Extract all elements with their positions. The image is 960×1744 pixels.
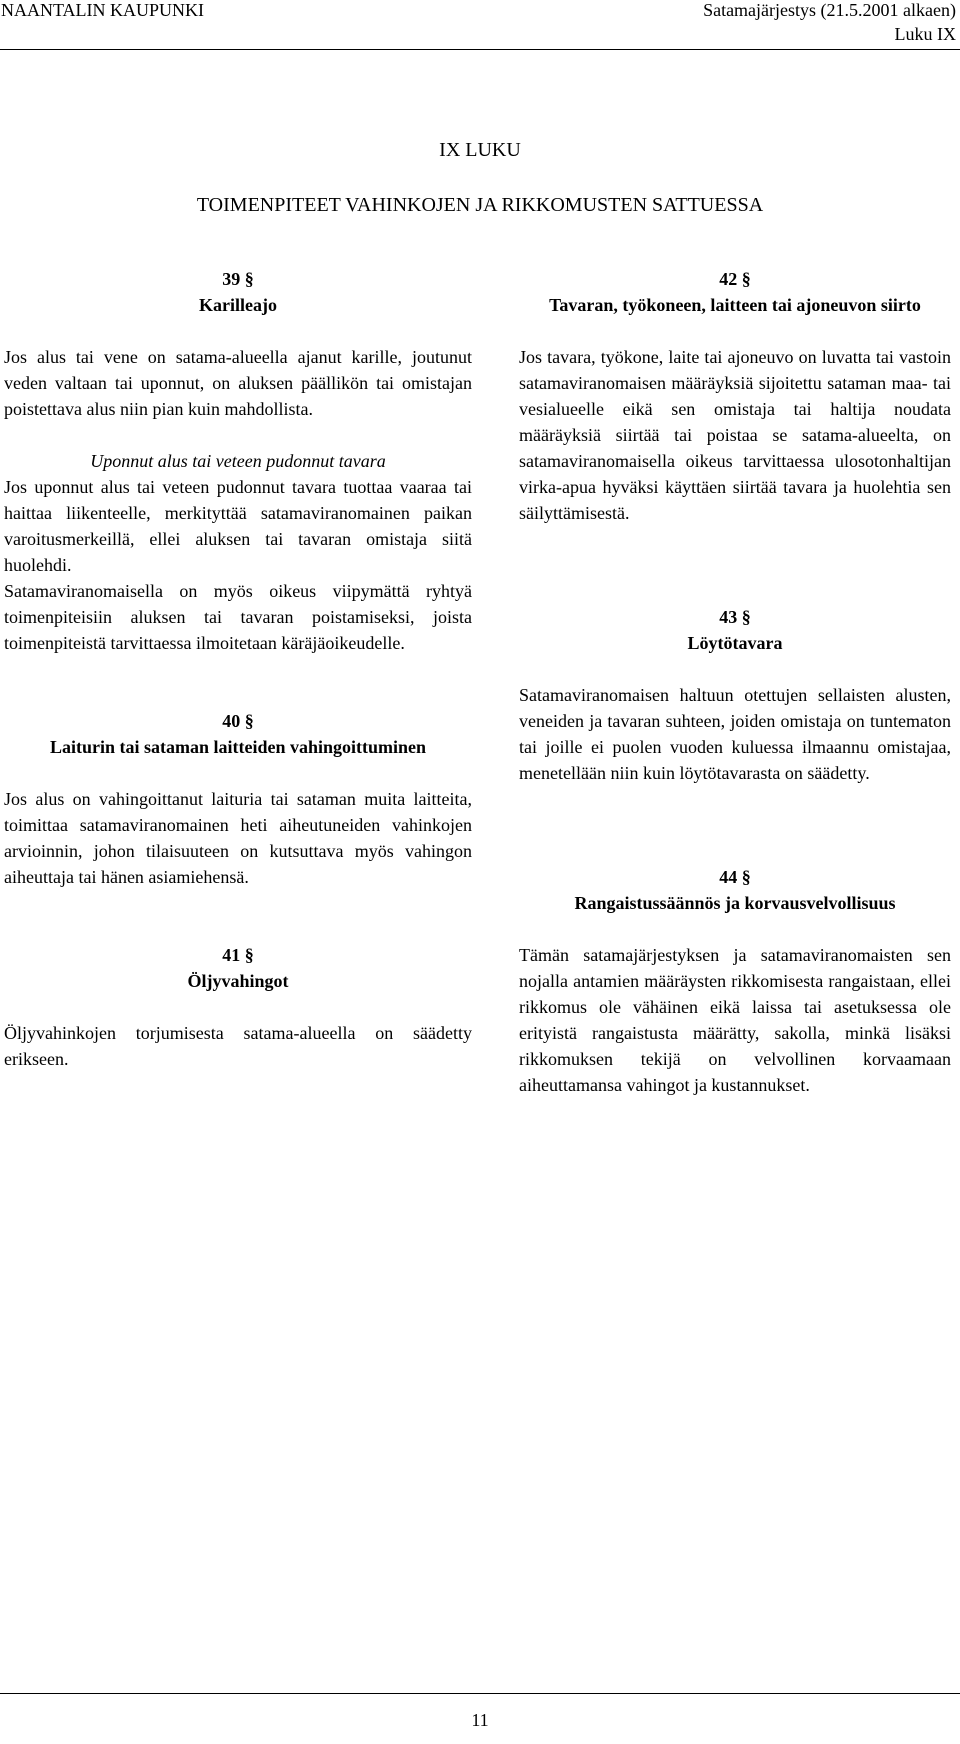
header-municipality: NAANTALIN KAUPUNKI: [1, 0, 205, 20]
section-number: 44 §: [719, 867, 751, 887]
section-44: [519, 864, 951, 1098]
section-paragraph: Jos tavara, työkone, laite tai ajoneuvo on luvatta tai vastoin satamaviranomaisen määräyksiä sijoitettu sataman maa- tai vesialueelle eikä sen omistaja tai haltija noudata määräyksiä siirtää tai poistaa se satama-alueelta, on satamaviranomaisella oikeus tarvittaessa ulosotonhaltijan virka-apua hyväksi käyttäen siirtää tavara ja huolehtia sen säilyttämisestä.: [519, 347, 951, 523]
section-paragraph: Satamaviranomaisella on myös oikeus viipymättä ryhtyä toimenpiteisiin aluksen tai tavaran poistamiseksi, joista toimenpiteistä tarvittaessa ilmoitetaan käräjäoikeudelle.: [4, 581, 472, 653]
section-number: 43 §: [719, 607, 751, 627]
section-43: [519, 604, 951, 786]
header-chapter-label: Luku IX: [894, 24, 956, 44]
section-number: 39 §: [222, 269, 254, 289]
section-title: Löytötavara: [687, 633, 783, 653]
section-paragraph: Satamaviranomaisen haltuun otettujen sellaisten alusten, veneiden ja tavaran suhteen, joiden omistaja on tuntematon tai joille ei puolen vuoden kuluessa ilmaannu omistajaa, menetellään niin kuin löytötavarasta on säädetty.: [519, 685, 951, 783]
footer-divider: [0, 1693, 960, 1694]
section-title: Rangaistussäännös ja korvausvelvollisuus: [574, 893, 896, 913]
section-42: [519, 266, 951, 526]
section-paragraph: Tämän satamajärjestyksen ja satamaviranomaisten sen nojalla antamien määräysten rikkomisesta rangaistaan, ellei rikkomus ole vähäinen eikä laissa tai asetuksessa ole erityistä rangaistusta määrätty, sakolla, minkä lisäksi rikkomuksen tekijä on velvollinen korvaamaan aiheuttamansa vahingot ja kustannukset.: [519, 945, 951, 1095]
section-paragraph: Jos alus on vahingoittanut laituria tai sataman muita laitteita, toimittaa satamaviranomainen heti aiheutuneiden vahinkojen arvioinnin, johon tilaisuuteen on kutsuttava myös vahingon aiheuttaja tai hänen asiamiehensä.: [4, 789, 472, 887]
header-divider: [0, 49, 960, 50]
header-document-title: Satamajärjestys (21.5.2001 alkaen): [703, 0, 956, 20]
section-41: [4, 942, 472, 1072]
section-40: [4, 708, 472, 890]
section-paragraph: Jos uponnut alus tai veteen pudonnut tavara tuottaa vaaraa tai haittaa liikenteelle, merkityttää satamaviranomainen paikan varoitusmerkeillä, ellei aluksen tai tavaran omistaja siitä huolehdi.: [4, 477, 472, 575]
section-39: [4, 266, 472, 656]
section-number: 40 §: [222, 711, 254, 731]
section-paragraph: Öljyvahinkojen torjumisesta satama-alueella on säädetty erikseen.: [4, 1023, 472, 1069]
section-title: Tavaran, työkoneen, laitteen tai ajoneuvon siirto: [549, 295, 921, 315]
left-column: [4, 266, 472, 1072]
section-number: 42 §: [719, 269, 751, 289]
right-column: [519, 266, 951, 1098]
chapter-number: IX LUKU: [439, 139, 521, 161]
section-paragraph: Jos alus tai vene on satama-alueella ajanut karille, joutunut veden valtaan tai uponnut, on aluksen päällikön tai omistajan poistettava alus niin pian kuin mahdollista.: [4, 347, 472, 419]
section-title: Öljyvahingot: [187, 971, 289, 991]
page-number: 11: [471, 1710, 489, 1730]
section-title: Laiturin tai sataman laitteiden vahingoittuminen: [49, 737, 427, 757]
section-number: 41 §: [222, 945, 254, 965]
section-title: Karilleajo: [199, 295, 277, 315]
section-subheading: Uponnut alus tai veteen pudonnut tavara: [90, 451, 386, 471]
chapter-title: TOIMENPITEET VAHINKOJEN JA RIKKOMUSTEN SATTUESSA: [196, 194, 764, 216]
